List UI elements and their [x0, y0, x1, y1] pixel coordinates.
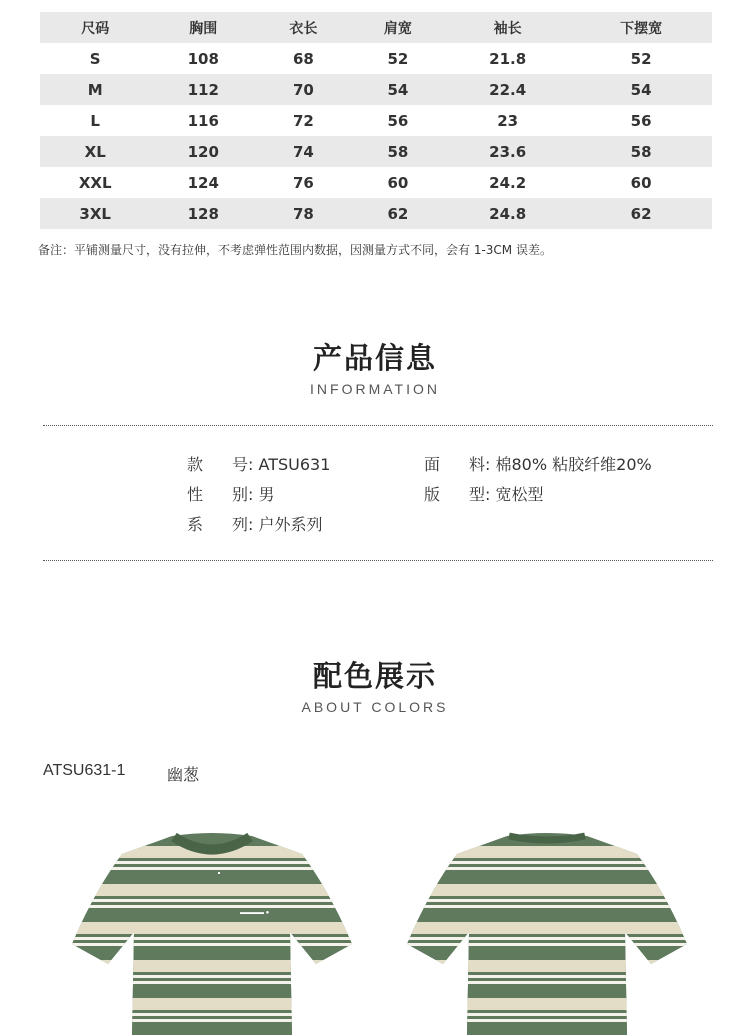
info-field-style-no: 款 号: ATSU631	[187, 455, 331, 474]
table-cell: 72	[292, 111, 314, 130]
table-row	[40, 198, 712, 229]
table-cell: 60	[630, 173, 652, 192]
table-cell: 68	[292, 49, 314, 68]
information-title: 产品信息	[312, 341, 437, 375]
table-cell: 下摆宽	[570, 12, 712, 43]
tshirt-back-image	[405, 832, 690, 1035]
size-table	[40, 12, 712, 229]
tshirt-front-image	[70, 832, 355, 1035]
table-row	[40, 74, 712, 105]
table-header-row	[40, 12, 712, 43]
table-cell: 70	[256, 74, 351, 105]
color-name: 幽葱	[167, 765, 200, 784]
table-cell: 衣长	[256, 12, 351, 43]
info-field-fabric: 面 料: 棉80% 粘胶纤维20%	[424, 455, 652, 474]
colors-title: 配色展示	[312, 659, 437, 693]
table-cell: 108	[187, 49, 219, 68]
table-row	[40, 105, 712, 136]
table-cell: 23.6	[445, 136, 570, 167]
table-row	[40, 167, 712, 198]
table-cell: 22.4	[445, 74, 570, 105]
info-field-series: 系 列: 户外系列	[187, 515, 323, 534]
table-cell: L	[90, 111, 100, 130]
table-cell: XL	[40, 136, 150, 167]
table-cell: 58	[351, 136, 446, 167]
table-cell: 袖长	[445, 12, 570, 43]
info-value: 户外系列	[258, 515, 323, 534]
table-cell: 128	[150, 198, 256, 229]
table-cell: 56	[630, 111, 652, 130]
table-cell: 24.2	[489, 173, 527, 192]
table-cell: 120	[150, 136, 256, 167]
color-code: ATSU631-1	[43, 762, 126, 779]
table-cell: 58	[570, 136, 712, 167]
table-cell: 76	[292, 173, 314, 192]
table-row	[40, 43, 712, 74]
information-subtitle: INFORMATION	[310, 381, 440, 397]
table-cell: 74	[256, 136, 351, 167]
info-field-fit: 版 型: 宽松型	[424, 485, 544, 504]
svg-text:▬▬▬▬ ●: ▬▬▬▬ ●	[240, 910, 270, 916]
table-cell: 尺码	[40, 12, 150, 43]
info-value: ATSU631	[258, 455, 331, 474]
divider-top	[43, 425, 713, 426]
table-cell: 54	[570, 74, 712, 105]
table-cell: 21.8	[489, 49, 527, 68]
info-value: 宽松型	[495, 485, 544, 504]
table-cell: 78	[256, 198, 351, 229]
table-row	[40, 136, 712, 167]
table-cell: 52	[630, 49, 652, 68]
table-cell: 112	[150, 74, 256, 105]
table-cell: 116	[187, 111, 219, 130]
table-cell: 胸围	[150, 12, 256, 43]
info-field-gender: 性 别: 男	[187, 485, 275, 504]
table-cell: 62	[351, 198, 446, 229]
table-cell: 62	[570, 198, 712, 229]
table-cell: 23	[497, 111, 519, 130]
size-note: 备注：平铺测量尺寸，没有拉伸，不考虑弹性范围内数据，因测量方式不同，会有 1-3CM 误差。	[38, 243, 552, 257]
table-cell: 54	[351, 74, 446, 105]
table-cell: 52	[387, 49, 409, 68]
table-cell: 3XL	[40, 198, 150, 229]
divider-bottom	[43, 560, 713, 561]
table-cell: M	[40, 74, 150, 105]
table-cell: 24.8	[445, 198, 570, 229]
table-cell: 124	[187, 173, 219, 192]
table-cell: XXL	[78, 173, 112, 192]
info-value: 棉80% 粘胶纤维20%	[495, 455, 652, 474]
table-cell: 肩宽	[351, 12, 446, 43]
table-cell: 60	[387, 173, 409, 192]
table-cell: 56	[387, 111, 409, 130]
colors-subtitle: ABOUT COLORS	[301, 699, 449, 715]
table-cell: S	[89, 49, 101, 68]
info-value: 男	[258, 485, 275, 504]
